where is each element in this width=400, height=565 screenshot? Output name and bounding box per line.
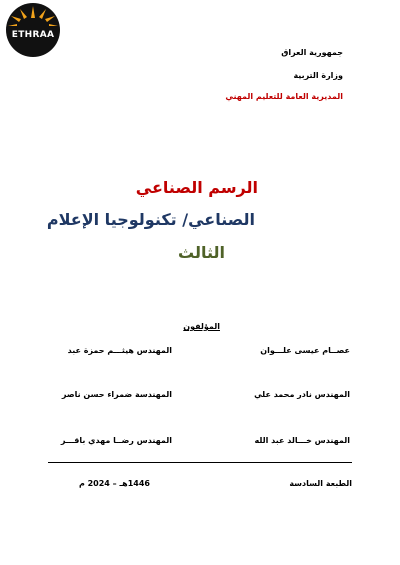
grade-level: الثالث [178,243,225,262]
edition-label: الطبعة السادسة [289,479,352,488]
directorate-name: المديرية العامة للتعليم المهني [225,92,343,101]
logo-icon [0,0,68,58]
authors-heading: المؤلفون [183,322,220,331]
book-subtitle: الصناعي/ تكنولوجيا الإعلام [46,210,255,229]
author-name: المهندس هيثـــم حمزة عبد [67,346,172,355]
author-name: المهندس رضــا مهدي باقـــر [60,436,172,445]
author-name: عصــام عيسى علـــوان [260,346,350,355]
ethraa-logo [0,0,72,58]
book-title: الرسم الصناعي [135,178,258,197]
logo-text: ETHRAA [11,30,55,40]
publication-year: 1446هـ – 2024 م [78,479,150,488]
author-name: المهندسة ضمراء حسن ناصر [61,390,172,399]
ministry-name: وزارة التربية [293,71,343,80]
author-name: المهندس خـــالد عبد الله [254,436,350,445]
divider-line [48,462,352,463]
author-name: المهندس نادر محمد علي [254,390,350,399]
country-name: جمهورية العراق [281,48,343,57]
